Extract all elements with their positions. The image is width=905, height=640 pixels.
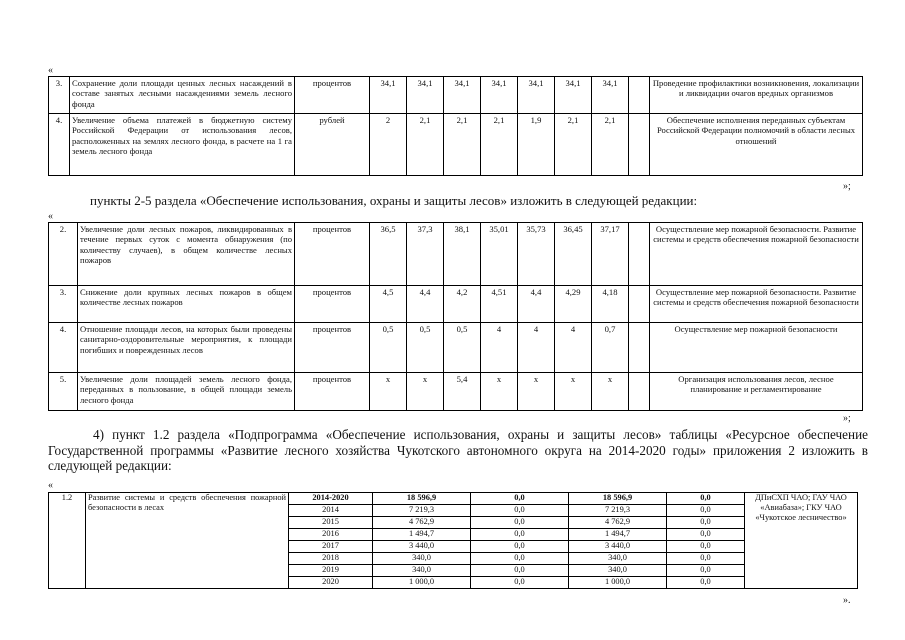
value-cell: 34,1 (592, 77, 629, 114)
unit: процентов (295, 373, 370, 411)
value-cell: х (481, 373, 518, 411)
value-cell: 37,3 (407, 223, 444, 286)
total-cell: 0,0 (667, 493, 745, 505)
value-cell: 4 (481, 323, 518, 373)
value-cell: 35,73 (518, 223, 555, 286)
row-number: 1.2 (49, 493, 86, 589)
measure: Организация использования лесов, лесное планирование и регламентирование (650, 373, 863, 411)
value-cell: 4,18 (592, 286, 629, 323)
table-row (49, 77, 863, 114)
value-cell: 4,5 (370, 286, 407, 323)
table-row (49, 373, 863, 411)
value-cell: 2,1 (592, 114, 629, 176)
value-cell: 340,0 (569, 565, 667, 577)
value-cell: 0,0 (667, 565, 745, 577)
table-row (49, 493, 858, 505)
value-cell: х (407, 373, 444, 411)
row-number: 3. (49, 77, 70, 114)
value-cell: 0,0 (471, 553, 569, 565)
measure: Осуществление мер пожарной безопасности. Развитие системы и средств обеспечения пожарной безопасности (650, 286, 863, 323)
value-cell: 0,0 (667, 529, 745, 541)
value-cell: 34,1 (518, 77, 555, 114)
unit: процентов (295, 223, 370, 286)
amendment-paragraph: 4) пункт 1.2 раздела «Подпрограмма «Обеспечение использования, охраны и защиты лесов» таблицы «Ресурсное обеспечение Государственной программы «Развитие лесного хозяйства Чукотского автономного округа на 2014-2020 годы» приложения 2 изложить в следующей редакции: (48, 427, 868, 473)
value-cell: 34,1 (370, 77, 407, 114)
value-cell: 340,0 (569, 553, 667, 565)
row-number: 4. (49, 323, 78, 373)
resource-table (48, 492, 858, 589)
value-cell: 38,1 (444, 223, 481, 286)
measure: Проведение профилактики возникновения, локализации и ликвидации очагов вредных организмов (650, 77, 863, 114)
period-total: 2014-2020 (289, 493, 373, 505)
value-cell: 0,5 (444, 323, 481, 373)
measure: Осуществление мер пожарной безопасности. Развитие системы и средств обеспечения пожарной безопасности (650, 223, 863, 286)
value-cell: 0,0 (667, 577, 745, 589)
value-cell: 0,0 (667, 505, 745, 517)
value-cell: х (370, 373, 407, 411)
open-quote: « (48, 211, 53, 222)
value-cell: 0,5 (407, 323, 444, 373)
value-cell: 4,29 (555, 286, 592, 323)
row-number: 5. (49, 373, 78, 411)
row-number: 3. (49, 286, 78, 323)
indicator-name: Отношение площади лесов, на которых были проведены санитарно-оздоровительные мероприятия, к площади погибших и поврежденных лесов (78, 323, 295, 373)
close-quote: »; (843, 181, 851, 192)
indicator-name: Увеличение доли площадей земель лесного фонда, переданных в пользование, в общей площади земель лесного фонда (78, 373, 295, 411)
total-cell: 18 596,9 (373, 493, 471, 505)
unit: процентов (295, 286, 370, 323)
value-cell: 4,2 (444, 286, 481, 323)
indicator-name: Увеличение доли лесных пожаров, ликвидированных в течение первых суток с момента обнаружения (по количеству случаев), в общем количестве лесных пожаров (78, 223, 295, 286)
value-cell: 34,1 (407, 77, 444, 114)
value-cell: 2 (370, 114, 407, 176)
measure: Обеспечение исполнения переданных субъектам Российской Федерации полномочий в области лесных отношений (650, 114, 863, 176)
value-cell: 34,1 (555, 77, 592, 114)
value-cell: 2,1 (481, 114, 518, 176)
value-cell: 4,4 (518, 286, 555, 323)
value-cell: 36,5 (370, 223, 407, 286)
total-cell: 0,0 (471, 493, 569, 505)
table-row (49, 286, 863, 323)
value-cell: 4 (555, 323, 592, 373)
unit: процентов (295, 323, 370, 373)
value-cell: 0,0 (471, 505, 569, 517)
value-cell: 0,0 (471, 565, 569, 577)
value-cell: х (518, 373, 555, 411)
value-cell: 36,45 (555, 223, 592, 286)
open-quote: « (48, 480, 53, 491)
empty-cell (629, 114, 650, 176)
empty-cell (629, 77, 650, 114)
table-row (49, 323, 863, 373)
table-row (49, 114, 863, 176)
value-cell: 1,9 (518, 114, 555, 176)
value-cell: 0,0 (471, 541, 569, 553)
value-cell: 1 000,0 (373, 577, 471, 589)
value-cell: 34,1 (444, 77, 481, 114)
value-cell: 0,0 (667, 553, 745, 565)
value-cell: 1 494,7 (569, 529, 667, 541)
year-cell: 2014 (289, 505, 373, 517)
value-cell: 3 440,0 (373, 541, 471, 553)
value-cell: 0,0 (471, 577, 569, 589)
year-cell: 2015 (289, 517, 373, 529)
value-cell: 2,1 (444, 114, 481, 176)
value-cell: 7 219,3 (373, 505, 471, 517)
unit: процентов (295, 77, 370, 114)
value-cell: х (592, 373, 629, 411)
value-cell: 0,0 (471, 517, 569, 529)
value-cell: 1 000,0 (569, 577, 667, 589)
empty-cell (629, 373, 650, 411)
value-cell: 3 440,0 (569, 541, 667, 553)
unit: рублей (295, 114, 370, 176)
value-cell: 4 (518, 323, 555, 373)
indicator-name: Снижение доли крупных лесных пожаров в общем количестве лесных пожаров (78, 286, 295, 323)
value-cell: 5,4 (444, 373, 481, 411)
year-cell: 2018 (289, 553, 373, 565)
value-cell: 7 219,3 (569, 505, 667, 517)
value-cell: 340,0 (373, 565, 471, 577)
value-cell: 4,51 (481, 286, 518, 323)
year-cell: 2017 (289, 541, 373, 553)
value-cell: 4 762,9 (373, 517, 471, 529)
empty-cell (629, 323, 650, 373)
indicators-table-2 (48, 222, 863, 411)
value-cell: 340,0 (373, 553, 471, 565)
section-heading: пункты 2-5 раздела «Обеспечение использования, охраны и защиты лесов» изложить в следующей редакции: (90, 193, 698, 208)
value-cell: 4,4 (407, 286, 444, 323)
value-cell: 4 762,9 (569, 517, 667, 529)
value-cell: 37,17 (592, 223, 629, 286)
value-cell: 34,1 (481, 77, 518, 114)
measure-name: Развитие системы и средств обеспечения пожарной безопасности в лесах (86, 493, 289, 589)
value-cell: 35,01 (481, 223, 518, 286)
value-cell: 0,0 (471, 529, 569, 541)
indicator-name: Сохранение доли площади ценных лесных насаждений в составе занятых лесными насаждениями земель лесного фонда (70, 77, 295, 114)
value-cell: 0,7 (592, 323, 629, 373)
open-quote: « (48, 65, 53, 76)
value-cell: 0,0 (667, 517, 745, 529)
executor: ДПиСХП ЧАО; ГАУ ЧАО «Авиабаза»; ГКУ ЧАО «Чукотское лесничество» (745, 493, 858, 589)
value-cell: 2,1 (407, 114, 444, 176)
value-cell: 0,5 (370, 323, 407, 373)
table-row (49, 223, 863, 286)
year-cell: 2016 (289, 529, 373, 541)
year-cell: 2019 (289, 565, 373, 577)
empty-cell (629, 286, 650, 323)
value-cell: 2,1 (555, 114, 592, 176)
close-quote: ». (843, 595, 851, 606)
value-cell: х (555, 373, 592, 411)
year-cell: 2020 (289, 577, 373, 589)
indicators-table-1 (48, 76, 863, 176)
close-quote: »; (843, 413, 851, 424)
empty-cell (629, 223, 650, 286)
row-number: 4. (49, 114, 70, 176)
indicator-name: Увеличение объема платежей в бюджетную систему Российской Федерации от использования лесов, расположенных на землях лесного фонда, в расчете на 1 га земель лесного фонда (70, 114, 295, 176)
value-cell: 0,0 (667, 541, 745, 553)
value-cell: 1 494,7 (373, 529, 471, 541)
total-cell: 18 596,9 (569, 493, 667, 505)
measure: Осуществление мер пожарной безопасности (650, 323, 863, 373)
row-number: 2. (49, 223, 78, 286)
